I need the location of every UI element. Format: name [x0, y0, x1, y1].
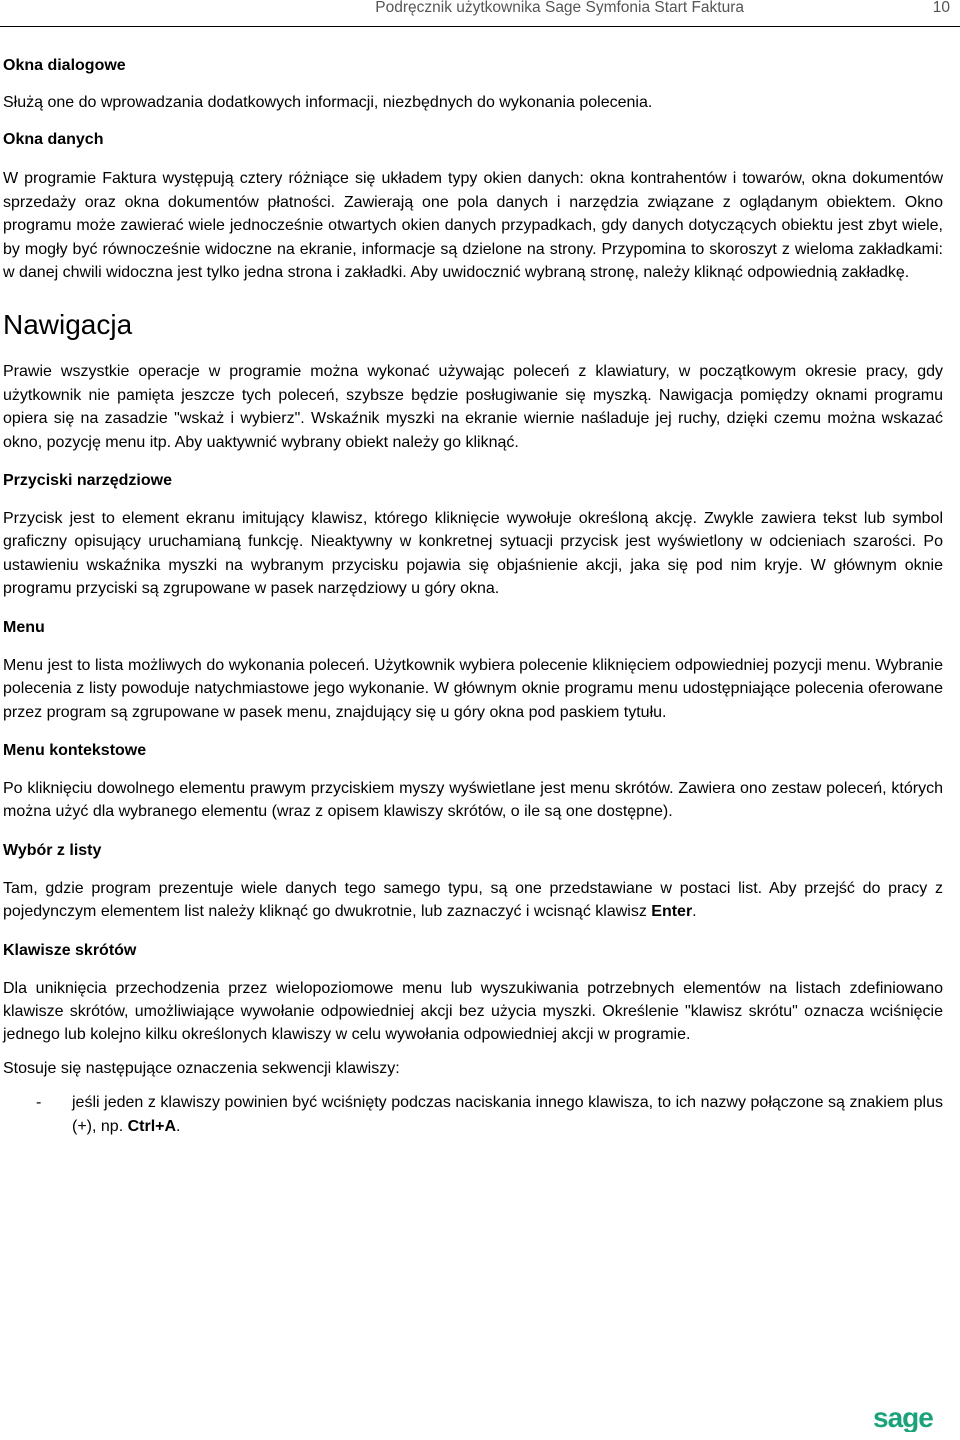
wybor-text-before: Tam, gdzie program prezentuje wiele danych tego samego typu, są one przedstawiane w postaci list. Aby przejść do pracy z pojedynczym elementem list należy kliknąć go dwukrotnie, lub zaznaczyć i wcisnąć klawisz [3, 879, 943, 921]
key-ctrl-a: Ctrl+A [127, 1117, 177, 1135]
paragraph-wybor-z-listy [3, 877, 943, 924]
paragraph-nawigacja: Prawie wszystkie operacje w programie można wykonać używając poleceń z klawiatury, w początkowym okresie pracy, gdy użytkownik nie pamięta jeszcze tych poleceń, szybsze będzie posługiwanie się myszką. Nawigacja pomiędzy oknami programu opiera się na zasadzie "wskaż i wybierz". Wskaźnik myszki na ekranie wiernie naśladuje jej ruchy, dzięki czemu można wskazać okno, pozycję menu itp. Aby uaktywnić wybrany obiekt należy go kliknąć. [3, 363, 943, 451]
page-number: 10 [932, 0, 950, 16]
sage-logo [873, 1406, 943, 1432]
heading-okna-dialogowe: Okna dialogowe [3, 57, 126, 74]
list-item-text-after: . [176, 1117, 181, 1135]
sage-logo-text: sage [873, 1406, 933, 1432]
heading-wybor-z-listy: Wybór z listy [3, 841, 102, 859]
heading-nawigacja: Nawigacja [3, 309, 133, 341]
heading-klawisze-skrotow: Klawisze skrótów [3, 941, 137, 959]
paragraph-menu-kontekstowe: Po kliknięciu dowolnego elementu prawym przyciskiem myszy wyświetlane jest menu skrótów. Zawiera ono zestaw poleceń, których można użyć dla wybranego elementu (wraz z opisem klawiszy skrótów, o ile są one dostępne). [3, 779, 943, 821]
key-sequence-list [3, 1091, 943, 1138]
heading-menu: Menu [3, 618, 45, 636]
paragraph-okna-danych: W programie Faktura występują cztery różniące się układem typy okien danych: okna kontrahentów i towarów, okna dokumentów sprzedaży oraz okna dokumentów płatności. Zawierają one pola danych i narzędzia związane z oglądanym obiektem. Okno programu może zawierać wiele jednocześnie otwartych okien danych przypadkach, gdy danych dotyczących obiektu jest zbyt wiele, by mogły być równocześnie widoczne na ekranie, informacje są dzielone na strony. Przypomina to skoroszyt z wieloma zakładkami: w danej chwili widoczna jest tylko jedna strona i zakładki. Aby uwidocznić wybraną stronę, należy kliknąć odpowiednią zakładkę. [3, 170, 943, 282]
header-title: Podręcznik użytkownika Sage Symfonia Start Faktura [375, 0, 744, 16]
key-enter: Enter [651, 903, 693, 921]
list-item-text-before: jeśli jeden z klawiszy powinien być wciśnięty podczas naciskania innego klawisza, to ich nazwy połączone są znakiem plus (+), np. [72, 1094, 943, 1135]
paragraph-klawisze-intro: Stosuje się następujące oznaczenia sekwencji klawiszy: [3, 1059, 400, 1077]
page-content [3, 54, 943, 1138]
heading-przyciski: Przyciski narzędziowe [3, 472, 172, 490]
heading-okna-danych: Okna danych [3, 131, 104, 149]
wybor-text-after: . [692, 903, 697, 921]
page-header [0, 0, 960, 27]
heading-menu-kontekstowe: Menu kontekstowe [3, 741, 147, 759]
list-item [3, 1091, 943, 1138]
list-bullet: - [36, 1094, 42, 1112]
paragraph-przyciski: Przycisk jest to element ekranu imitujący klawisz, którego kliknięcie wywołuje określoną akcję. Zwykle zawiera tekst lub symbol graficzny opisujący uruchamianą funkcję. Nieaktywny w konkretnej sytuacji przycisk jest wyświetlony w odcieniach szarości. Po ustawieniu wskaźnika myszki na wybranym przycisku pojawia się objaśnienie akcji, jaka się pod nim kryje. W głównym oknie programu przyciski są zgrupowane w pasek narzędziowy u góry okna. [3, 510, 943, 598]
paragraph-menu: Menu jest to lista możliwych do wykonania poleceń. Użytkownik wybiera polecenie kliknięciem odpowiedniej pozycji menu. Wybranie polecenia z listy powoduje natychmiastowe jego wykonanie. W głównym oknie programu menu udostępniające polecenia oferowane przez program są zgrupowane w pasek menu, znajdujący się u góry okna pod paskiem tytułu. [3, 656, 943, 721]
paragraph-klawisze-skrotow: Dla uniknięcia przechodzenia przez wielopoziomowe menu lub wyszukiwania potrzebnych elementów na listach zdefiniowano klawisze skrótów, umożliwiające wywołanie odpowiedniej akcji bez użycia myszki. Określenie "klawisz skrótu" oznacza wciśnięcie jednego lub kolejno kilku określonych klawiszy w celu wywołania odpowiedniej akcji w programie. [3, 979, 943, 1044]
paragraph-okna-dialogowe: Służą one do wprowadzania dodatkowych informacji, niezbędnych do wykonania polecenia. [3, 94, 653, 111]
